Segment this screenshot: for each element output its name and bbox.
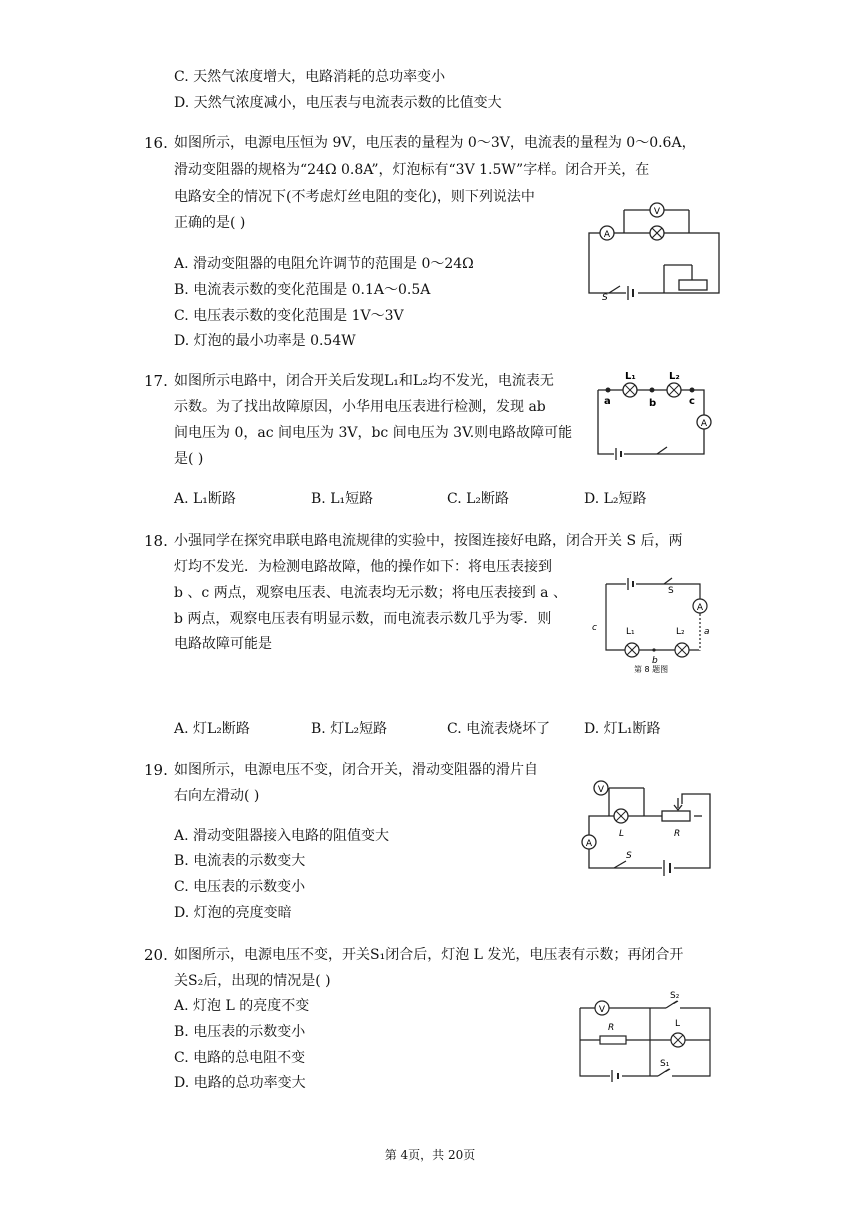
q17-circuit-diagram xyxy=(592,368,720,460)
q17-option-d: D. L₂短路 xyxy=(584,491,647,507)
q16-switch-label: S xyxy=(602,293,608,300)
q19-option-a: A. 滑动变阻器接入电路的阻值变大 xyxy=(174,828,390,844)
q18-number: 18. xyxy=(144,532,168,550)
q20-option-b: B. 电压表的示数变小 xyxy=(174,1024,306,1040)
q15-option-d: D. 天然气浓度减小，电压表与电流表示数的比值变大 xyxy=(174,95,502,111)
lamp-icon xyxy=(650,226,664,240)
q17-number: 17. xyxy=(144,372,168,390)
q18-circuit-diagram xyxy=(588,574,718,676)
q20-lamp-label: L xyxy=(675,1019,681,1029)
q16-option-c: C. 电压表示数的变化范围是 1V～3V xyxy=(174,308,404,324)
q19-stem-line1: 如图所示，电源电压不变，闭合开关，滑动变阻器的滑片自 xyxy=(174,762,538,778)
q19-circuit-diagram xyxy=(574,776,716,876)
q17-option-a: A. L₁断路 xyxy=(174,491,236,507)
q19-voltmeter-label: V xyxy=(597,785,605,795)
q16-option-a: A. 滑动变阻器的电阻允许调节的范围是 0～24Ω xyxy=(174,256,474,272)
lamp-icon xyxy=(675,643,689,657)
q18-point-b: b xyxy=(652,656,658,666)
lamp-icon xyxy=(667,383,681,397)
q16-option-d: D. 灯泡的最小功率是 0.54W xyxy=(174,333,356,349)
q20-resistor-label: R xyxy=(608,1023,615,1033)
q16-circuit-diagram xyxy=(584,200,724,300)
q20-switch-s2-label: S₂ xyxy=(670,991,680,1001)
q16-option-b: B. 电流表示数的变化范围是 0.1A～0.5A xyxy=(174,282,431,298)
q20-option-a: A. 灯泡 L 的亮度不变 xyxy=(174,998,310,1014)
q18-figure-caption: 第 8 题图 xyxy=(634,665,669,674)
q16-stem-line3: 电路安全的情况下(不考虑灯丝电阻的变化)，则下列说法中 xyxy=(174,189,535,205)
q18-option-b: B. 灯L₂短路 xyxy=(311,721,388,737)
q20-option-c: C. 电路的总电阻不变 xyxy=(174,1050,306,1066)
q20-stem-line2: 关S₂后，出现的情况是( ) xyxy=(174,973,331,989)
lamp-icon xyxy=(671,1033,685,1047)
q17-stem-line3: 间电压为 0，ac 间电压为 3V，bc 间电压为 3V.则电路故障可能 xyxy=(174,425,573,441)
q17-option-b: B. L₁短路 xyxy=(311,491,374,507)
q20-circuit-diagram xyxy=(574,988,716,1084)
q17-ammeter-label: A xyxy=(700,419,708,429)
q20-voltmeter-label: V xyxy=(598,1005,606,1015)
q16-number: 16. xyxy=(144,134,168,152)
q16-stem-line2: 滑动变阻器的规格为“24Ω 0.8A”，灯泡标有“3V 1.5W”字样。闭合开关，在 xyxy=(174,162,650,178)
q17-stem-line2: 示数。为了找出故障原因，小华用电压表进行检测，发现 ab xyxy=(174,399,546,415)
q19-lamp-label: L xyxy=(619,829,625,839)
q18-stem-line1: 小强同学在探究串联电路电流规律的实验中，按图连接好电路，闭合开关 S 后，两 xyxy=(174,533,683,549)
q18-stem-line2: 灯均不发光．为检测电路故障，他的操作如下：将电压表接到 xyxy=(174,559,552,575)
q20-option-d: D. 电路的总功率变大 xyxy=(174,1075,306,1091)
q19-option-b: B. 电流表的示数变大 xyxy=(174,853,306,869)
lamp-icon xyxy=(625,643,639,657)
q15-option-c: C. 天然气浓度增大，电路消耗的总功率变小 xyxy=(174,69,446,85)
q18-option-d: D. 灯L₁断路 xyxy=(584,721,661,737)
q17-point-a: a xyxy=(604,396,611,407)
q17-l2-label: L₂ xyxy=(669,371,680,382)
q19-switch-label: S xyxy=(626,851,632,861)
q20-switch-s1-label: S₁ xyxy=(660,1059,670,1069)
lamp-icon xyxy=(623,383,637,397)
q16-stem-line4: 正确的是( ) xyxy=(174,215,246,231)
q17-l1-label: L₁ xyxy=(625,371,636,382)
q18-l2-label: L₂ xyxy=(676,627,685,637)
q18-option-a: A. 灯L₂断路 xyxy=(174,721,250,737)
q17-option-c: C. L₂断路 xyxy=(447,491,510,507)
lamp-icon xyxy=(614,809,628,823)
q18-point-a: a xyxy=(704,627,710,637)
q19-option-c: C. 电压表的示数变小 xyxy=(174,879,306,895)
q17-stem-line1: 如图所示电路中，闭合开关后发现L₁和L₂均不发光，电流表无 xyxy=(174,373,554,389)
q17-point-c: c xyxy=(689,396,695,407)
q17-stem-line4: 是( ) xyxy=(174,451,204,467)
q18-point-c: c xyxy=(592,623,597,633)
page-footer: 第 4页，共 20页 xyxy=(384,1148,476,1162)
q18-stem-line3: b 、c 两点，观察电压表、电流表均无示数；将电压表接到 a 、 xyxy=(174,585,567,601)
q19-ammeter-label: A xyxy=(585,839,593,849)
q18-ammeter-label: A xyxy=(696,603,704,613)
q16-ammeter-label: A xyxy=(603,230,611,240)
q19-rheostat-label: R xyxy=(674,829,681,839)
q19-stem-line2: 右向左滑动( ) xyxy=(174,788,260,804)
q19-option-d: D. 灯泡的亮度变暗 xyxy=(174,905,292,921)
q17-point-b: b xyxy=(649,398,657,409)
q18-l1-label: L₁ xyxy=(626,627,635,637)
q16-voltmeter-label: V xyxy=(653,207,661,217)
q19-number: 19. xyxy=(144,761,168,779)
q18-switch-label: S xyxy=(668,586,674,596)
q20-number: 20. xyxy=(144,946,168,964)
q20-stem-line1: 如图所示，电源电压不变，开关S₁闭合后，灯泡 L 发光，电压表有示数；再闭合开 xyxy=(174,947,684,963)
q16-stem-line1: 如图所示，电源电压恒为 9V，电压表的量程为 0～3V，电流表的量程为 0～0.6A， xyxy=(174,135,696,151)
q18-stem-line5: 电路故障可能是 xyxy=(174,636,272,652)
q18-stem-line4: b 两点，观察电压表有明显示数，而电流表示数几乎为零．则 xyxy=(174,611,552,627)
q18-option-c: C. 电流表烧坏了 xyxy=(447,721,551,737)
